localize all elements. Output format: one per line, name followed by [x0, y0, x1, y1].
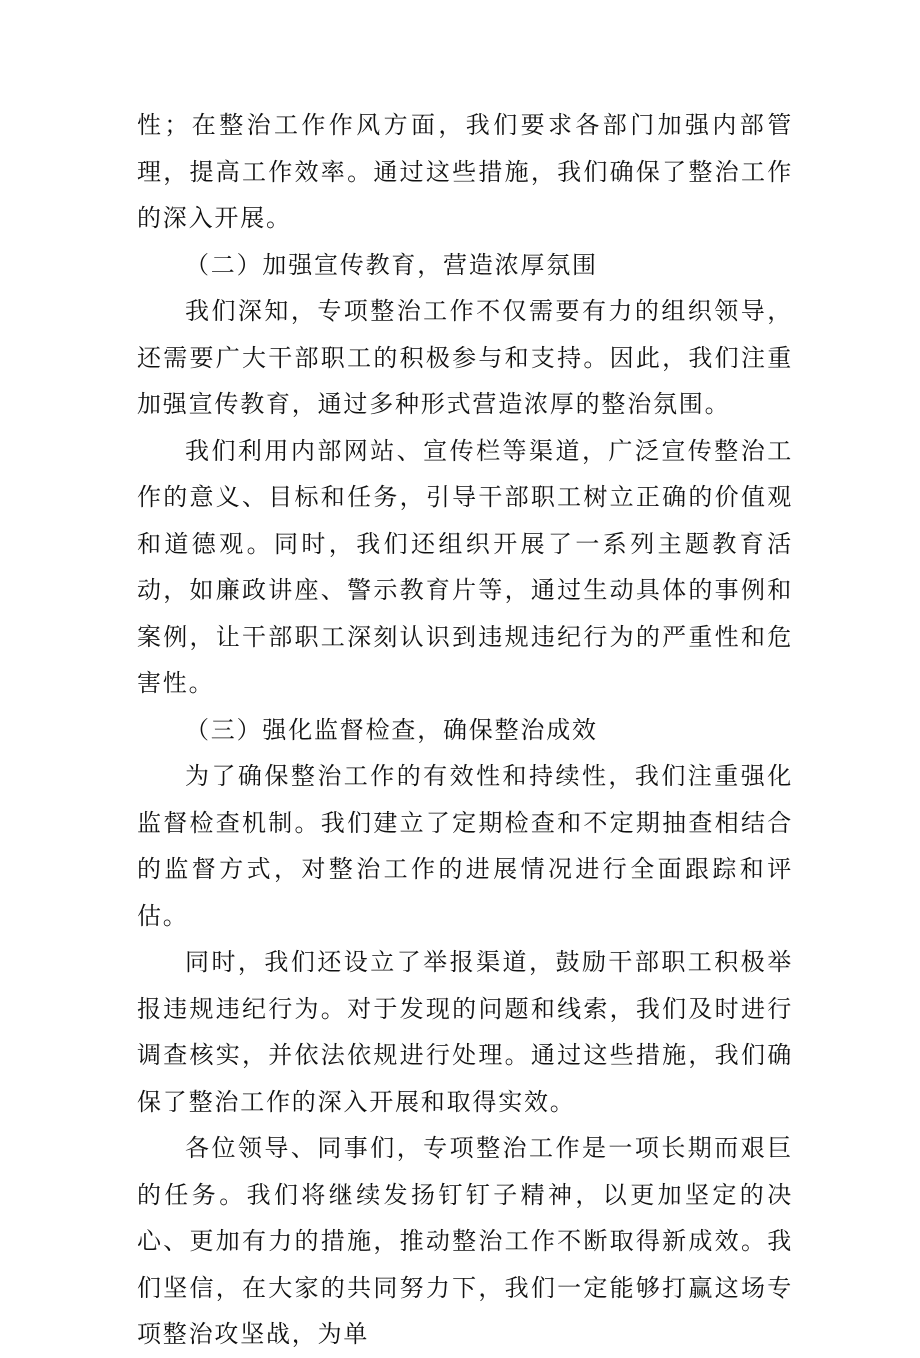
- paragraph-supervision-mechanism: 为了确保整治工作的有效性和持续性，我们注重强化监督检查机制。我们建立了定期检查和不定期抽查相结合的监督方式，对整治工作的进展情况进行全面跟踪和评估。: [137, 762, 793, 930]
- paragraph-closing: 各位领导、同事们，专项整治工作是一项长期而艰巨的任务。我们将继续发扬钉钉子精神，以更加坚定的决心、更加有力的措施，推动整治工作不断取得新成效。我们坚信，在大家的共同努力下，我们一定能够打赢这场专项整治攻坚战，为单: [137, 1134, 793, 1348]
- document-body: [137, 102, 793, 1358]
- section-heading-3: （三）强化监督检查，确保整治成效: [185, 715, 598, 744]
- section-heading-2: （二）加强宣传教育，营造浓厚氛围: [185, 250, 598, 279]
- paragraph-reporting-channel: 同时，我们还设立了举报渠道，鼓励干部职工积极举报违规违纪行为。对于发现的问题和线索，我们及时进行调查核实，并依法依规进行处理。通过这些措施，我们确保了整治工作的深入开展和取得实效。: [137, 948, 793, 1116]
- paragraph-publicity-activities: 我们利用内部网站、宣传栏等渠道，广泛宣传整治工作的意义、目标和任务，引导干部职工树立正确的价值观和道德观。同时，我们还组织开展了一系列主题教育活动，如廉政讲座、警示教育片等，通过生动具体的事例和案例，让干部职工深刻认识到违规违纪行为的严重性和危害性。: [137, 436, 793, 697]
- paragraph-continuation: 性；在整治工作作风方面，我们要求各部门加强内部管理，提高工作效率。通过这些措施，我们确保了整治工作的深入开展。: [137, 111, 793, 232]
- paragraph-publicity-intro: 我们深知，专项整治工作不仅需要有力的组织领导，还需要广大干部职工的积极参与和支持。因此，我们注重加强宣传教育，通过多种形式营造浓厚的整治氛围。: [137, 297, 793, 418]
